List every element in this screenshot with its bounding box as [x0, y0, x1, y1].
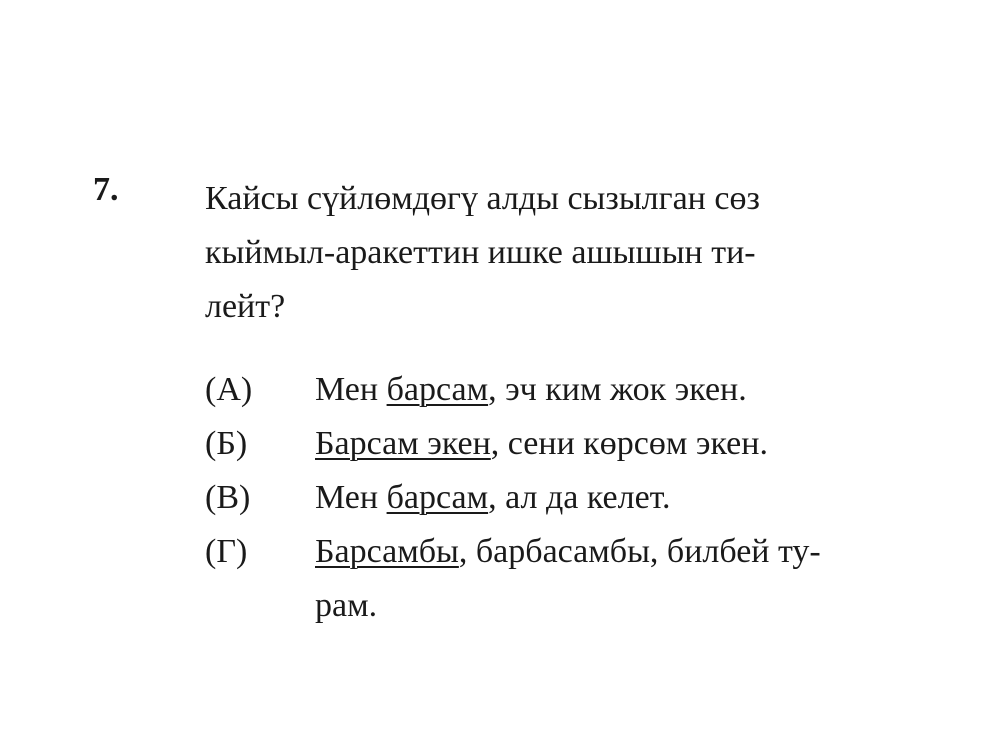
- option-b[interactable]: [205, 417, 965, 471]
- option-g-post: , барбасамбы, билбей ту-: [458, 533, 821, 570]
- option-v-letter: (В): [205, 479, 251, 516]
- option-g-letter: (Г): [205, 533, 248, 570]
- option-g[interactable]: [205, 525, 965, 633]
- question-line-1: Кайсы сүйлөмдөгү алды сызылган сөз: [205, 180, 760, 217]
- option-a-text: [315, 363, 915, 417]
- option-a-post: , эч ким жок экен.: [488, 371, 747, 408]
- option-g-continuation: рам.: [315, 587, 378, 624]
- question-line-2: кыймыл-аракеттин ишке ашышын ти-: [205, 234, 756, 271]
- option-a-letter: (А): [205, 371, 253, 408]
- question-line-3: лейт?: [205, 288, 286, 325]
- question-text: [205, 172, 905, 334]
- option-v-text: [315, 471, 915, 525]
- option-v-pre: Мен: [315, 479, 387, 516]
- option-a[interactable]: [205, 363, 965, 417]
- answer-options: [205, 363, 965, 633]
- question-number: 7.: [93, 171, 119, 208]
- option-b-underlined: Барсам экен: [315, 425, 491, 462]
- option-g-underlined: Барсамбы: [315, 533, 459, 570]
- option-b-text: [315, 417, 915, 471]
- option-a-underlined: барсам: [386, 371, 489, 408]
- option-v-underlined: барсам: [386, 479, 489, 516]
- option-a-pre: Мен: [315, 371, 387, 408]
- option-v-post: , ал да келет.: [488, 479, 671, 516]
- option-b-letter: (Б): [205, 425, 248, 462]
- option-b-post: , сени көрсөм экен.: [490, 425, 768, 462]
- option-v[interactable]: [205, 471, 965, 525]
- option-g-text: [315, 525, 915, 633]
